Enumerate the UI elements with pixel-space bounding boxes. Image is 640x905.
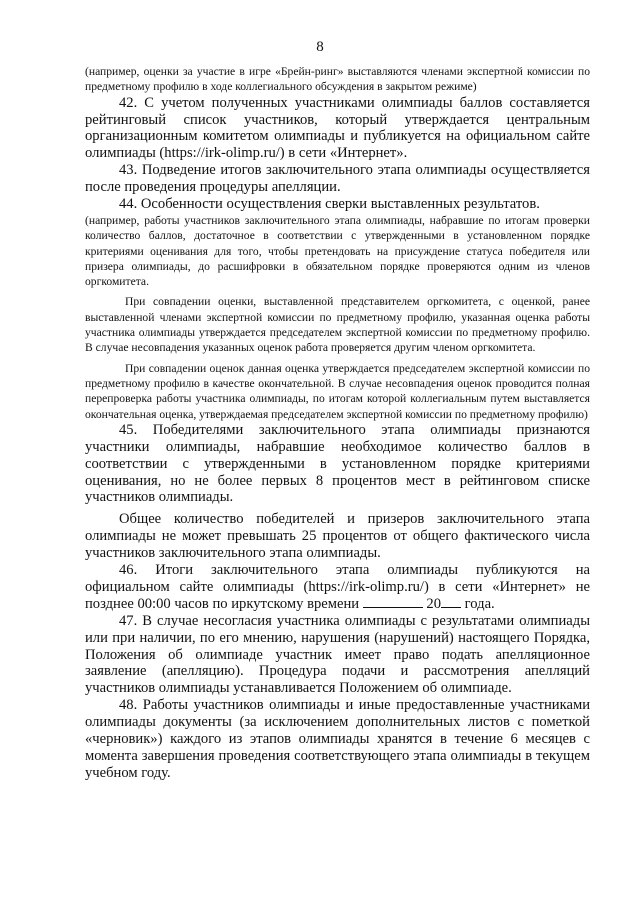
paragraph-score-match: При совпадении оценки, выставленной представителем оргкомитета, с оценкой, ранее выставленной членами экспертной комиссии по предметному профилю, указанная оценка работы участника олимпиады утверждается председателем экспертной комиссии по предметному профилю. В случае несовпадения указанных оценок работа проверяется другим членом оргкомитета. [85,295,590,355]
year-prefix: 20 [426,595,441,612]
year-blank [441,596,461,608]
paragraph-48: 48. Работы участников олимпиады и иные предоставленные участниками олимпиады документы (за исключением дополнительных листов с пометкой «черновик») каждого из этапов олимпиады хранятся в течение 6 месяцев с момента завершения проведения соответствующего этапа олимпиады в текущем учебном году. [85,697,590,781]
paragraph-example-verification: (например, работы участников заключительного этапа олимпиады, набравшие по итогам проверки количество баллов, достаточное в соответствии с утвержденными в установленном порядке критериями оценивания для того, чтобы претендовать на присуждение статуса победителя или призера олимпиады, до расшифровки в обязательном порядке проверяются одним из членов оргкомитета. [85,213,590,289]
paragraph-47: 47. В случае несогласия участника олимпиады с результатами олимпиады или при наличии, по его мнению, нарушения (нарушений) настоящего Порядка, Положения об олимпиаде участник имеет право подать апелляционное заявление (апелляцию). Процедура подачи и рассмотрения апелляций участников олимпиады устанавливается Положением об олимпиаде. [85,612,590,697]
page-number: 8 [316,39,324,55]
paragraph-winners-limit: Общее количество победителей и призеров заключительного этапа олимпиады не может превышать 25 процентов от общего фактического числа участников заключительного этапа олимпиады. [85,511,590,562]
paragraph-example-brain-ring: (например, оценки за участие в игре «Брейн-ринг» выставляются членами экспертной комиссии по предметному профилю в ходе коллегиального обсуждения в закрытом режиме) [85,65,590,94]
paragraph-45: 45. Победителями заключительного этапа олимпиады признаются участники олимпиады, набравшие необходимое количество баллов в соответствии с утвержденными в установленном порядке критериями оценивания, но не более первых 8 процентов мест в рейтинговом списке участников олимпиады. [85,421,590,506]
document-body [85,64,590,782]
day-month-blank [363,596,423,608]
paragraph-score-final: При совпадении оценок данная оценка утверждается председателем экспертной комиссии по предметному профилю в качестве окончательной. В случае несовпадения оценок проводится полная перепроверка работы участника олимпиады, по итогам которой коллегиальным путем выставляется окончательная оценка, утверждаемая председателем экспертной комиссии по предметному профилю) [85,361,590,421]
paragraph-44: 44. Особенности осуществления сверки выставленных результатов. [119,196,540,213]
year-word: года. [464,595,495,612]
paragraph-42: 42. С учетом полученных участниками олимпиады баллов составляется рейтинговый список участников, который утверждается центральным организационным комитетом олимпиады и публикуется на официальном сайте олимпиады (https://irk-olimp.ru/) в сети «Интернет». [85,94,590,162]
paragraph-43: 43. Подведение итогов заключительного этапа олимпиады осуществляется после проведения процедуры апелляции. [85,162,590,196]
paragraph-46 [85,562,590,613]
paragraph-46-text: 46. Итоги заключительного этапа олимпиады публикуются на официальном сайте олимпиады (https://irk-olimp.ru/) в сети «Интернет» не позднее 00:00 часов по иркутскому времени [85,562,590,612]
